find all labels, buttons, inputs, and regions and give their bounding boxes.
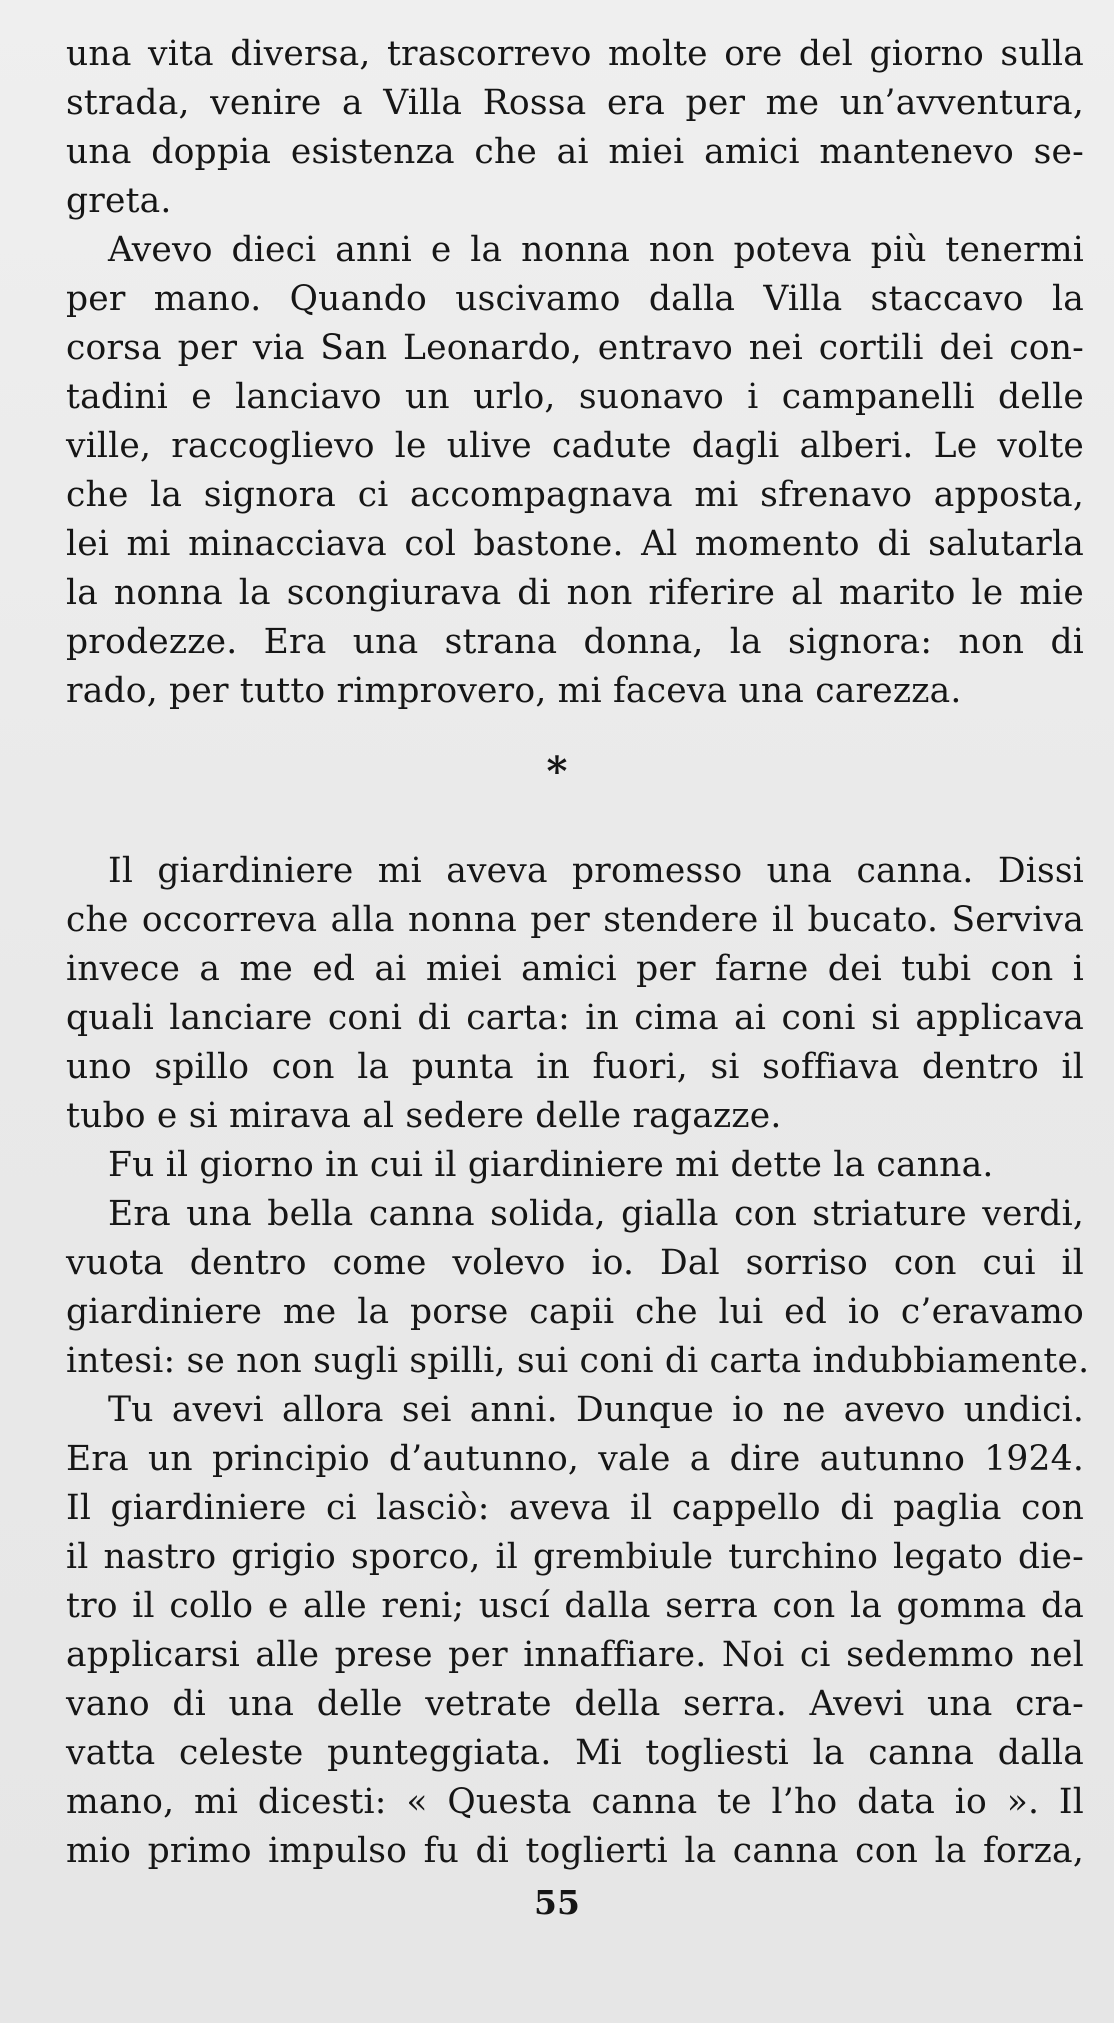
text-line: Tu avevi allora sei anni. Dunque io ne avevo undici. [108,1390,1084,1430]
text-line: vuota dentro come volevo io. Dal sorriso con cui il [66,1243,1084,1283]
text-line: Avevo dieci anni e la nonna non poteva più tenermi [108,230,1084,270]
text-line: per mano. Quando uscivamo dalla Villa staccavo la [66,279,1084,319]
text-line: Fu il giorno in cui il giardiniere mi dette la canna. [108,1145,994,1185]
text-line: uno spillo con la punta in fuori, si soffiava dentro il [66,1047,1084,1087]
text-line: ville, raccoglievo le ulive cadute dagli alberi. Le volte [66,426,1084,466]
text-line: tadini e lanciavo un urlo, suonavo i campanelli delle [66,377,1084,417]
text-line: che occorreva alla nonna per stendere il bucato. Serviva [66,900,1084,940]
text-line: il nastro grigio sporco, il grembiule turchino legato die- [66,1537,1084,1577]
text-line: tro il collo e alle reni; uscí dalla serra con la gomma da [66,1586,1084,1626]
text-line: la nonna la scongiurava di non riferire al marito le mie [66,573,1084,613]
text-line: corsa per via San Leonardo, entravo nei cortili dei con- [66,328,1084,368]
text-line: giardiniere me la porse capii che lui ed io c’eravamo [66,1292,1084,1332]
text-line: una doppia esistenza che ai miei amici mantenevo se- [66,132,1084,172]
text-line: vano di una delle vetrate della serra. Avevi una cra- [66,1684,1084,1724]
text-line: tubo e si mirava al sedere delle ragazze. [66,1096,782,1136]
text-line: mio primo impulso fu di toglierti la canna con la forza, [66,1831,1084,1871]
text-line: applicarsi alle prese per innaffiare. Noi ci sedemmo nel [66,1635,1084,1675]
text-line: invece a me ed ai miei amici per farne dei tubi con i [66,949,1084,989]
text-line: intesi: se non sugli spilli, sui coni di carta indubbiamente. [66,1341,1090,1381]
text-line: strada, venire a Villa Rossa era per me un’avventura, [66,83,1084,123]
text-line: Il giardiniere ci lasciò: aveva il cappello di paglia con [66,1488,1084,1528]
text-line: Era un principio d’autunno, vale a dire autunno 1924. [66,1439,1084,1479]
text-line: una vita diversa, trascorrevo molte ore del giorno sulla [66,34,1084,74]
page-number: 55 [534,1883,580,1922]
text-line: Il giardiniere mi aveva promesso una canna. Dissi [108,851,1084,891]
text-line: vatta celeste punteggiata. Mi togliesti la canna dalla [66,1733,1084,1773]
text-line: quali lanciare coni di carta: in cima ai coni si applicava [66,998,1084,1038]
text-line: prodezze. Era una strana donna, la signora: non di [66,622,1084,662]
text-line: che la signora ci accompagnava mi sfrenavo apposta, [66,475,1084,515]
text-line: lei mi minacciava col bastone. Al momento di salutarla [66,524,1084,564]
text-line: rado, per tutto rimprovero, mi faceva una carezza. [66,671,962,711]
text-line: mano, mi dicesti: « Questa canna te l’ho data io ». Il [66,1782,1084,1822]
section-separator: * [546,748,568,795]
text-line: greta. [66,181,172,221]
text-line: Era una bella canna solida, gialla con striature verdi, [108,1194,1084,1234]
